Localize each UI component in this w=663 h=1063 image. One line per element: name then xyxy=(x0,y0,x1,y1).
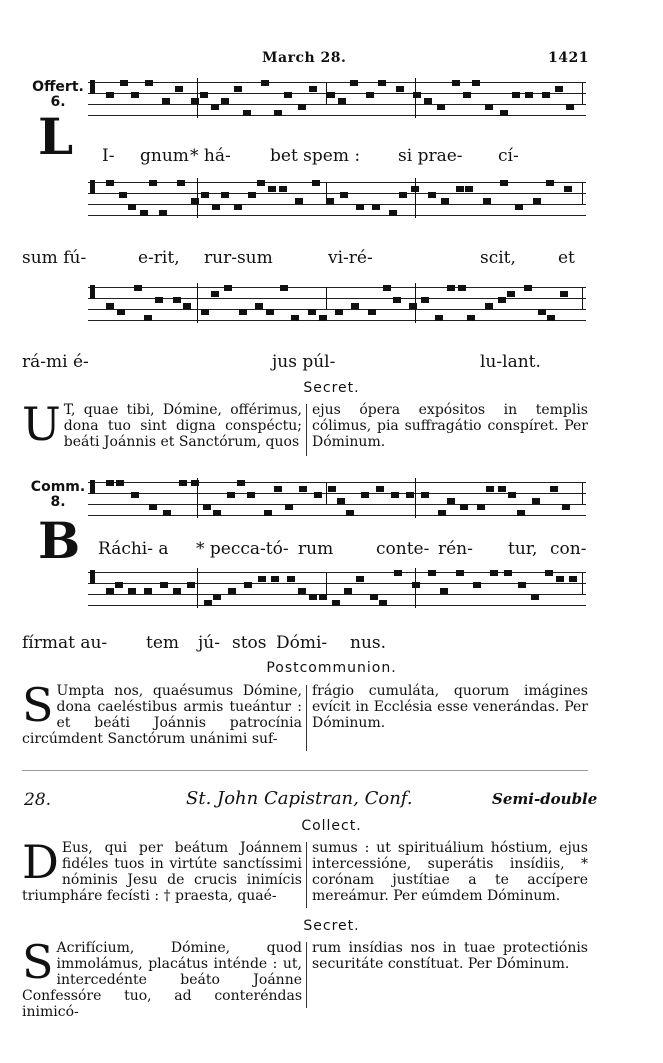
neume xyxy=(106,480,114,486)
neume xyxy=(483,198,491,204)
neume xyxy=(361,492,369,498)
collect-left-column: D Eus, qui per beátum Joánnem fidéles tuos in virtúte sanctíssimi nóminis Jesu de crucis inimícis triumpháre fecísti : † praesta, quaé- xyxy=(22,835,302,904)
bar-line xyxy=(197,478,198,518)
neume xyxy=(255,303,263,309)
neume xyxy=(508,492,516,498)
bar-line xyxy=(415,478,416,518)
secret2-title: Secret. xyxy=(303,918,360,934)
neume xyxy=(201,309,209,315)
staff-line xyxy=(88,182,586,183)
neume xyxy=(340,192,348,198)
neume xyxy=(452,80,460,86)
neume xyxy=(177,180,185,186)
neume xyxy=(221,192,229,198)
bar-line xyxy=(326,82,327,104)
neume xyxy=(163,510,171,516)
feast-name: St. John Capistran, Conf. xyxy=(186,788,413,809)
staff-line xyxy=(88,320,586,321)
bar-line xyxy=(197,178,198,218)
neume xyxy=(160,582,168,588)
feast-rank: Semi-double xyxy=(492,790,598,808)
neume xyxy=(562,504,570,510)
secret2-right-column: rum insídias nos in tuae protectiónis securitáte constítuat. Per Dóminum. xyxy=(312,940,588,972)
postcommunion-initial: S xyxy=(22,678,54,732)
neume xyxy=(438,510,446,516)
neume xyxy=(500,110,508,116)
postcommunion-left-column: S Umpta nos, quaésumus Dómine, dona caeléstibus armis tueántur : et beáti Joánnis patrocínia circúmdent Sanctórum unánimi suf- xyxy=(22,678,302,747)
neume xyxy=(560,291,568,297)
neume xyxy=(309,86,317,92)
neume xyxy=(106,303,114,309)
neume xyxy=(131,492,139,498)
neume xyxy=(298,104,306,110)
running-title: March 28. xyxy=(262,50,347,66)
staff-line xyxy=(88,82,586,83)
neume xyxy=(308,309,316,315)
neume xyxy=(542,92,550,98)
neume xyxy=(545,570,553,576)
neume xyxy=(424,98,432,104)
neume xyxy=(287,576,295,582)
collect-prayer xyxy=(22,835,588,908)
neume xyxy=(173,297,181,303)
neume xyxy=(144,315,152,321)
neume xyxy=(162,98,170,104)
neume xyxy=(547,315,555,321)
offertory-initial: L xyxy=(38,107,74,166)
neume xyxy=(507,291,515,297)
secret-prayer xyxy=(22,397,588,456)
section-divider xyxy=(22,770,588,771)
neume xyxy=(244,582,252,588)
neume xyxy=(524,285,532,291)
secret2-prayer xyxy=(22,935,588,1020)
staff-line xyxy=(88,104,586,105)
neume xyxy=(399,192,407,198)
neume xyxy=(346,510,354,516)
neume xyxy=(106,588,114,594)
neume xyxy=(437,104,445,110)
bar-line xyxy=(326,482,327,504)
neume xyxy=(312,180,320,186)
neume xyxy=(498,297,506,303)
neume xyxy=(525,92,533,98)
neume xyxy=(264,510,272,516)
neume xyxy=(155,297,163,303)
bar-line xyxy=(197,283,198,323)
neume xyxy=(319,594,327,600)
neume xyxy=(532,498,540,504)
staff-line xyxy=(88,504,586,505)
neume xyxy=(383,285,391,291)
neume xyxy=(389,210,397,216)
neume xyxy=(435,315,443,321)
clef-icon xyxy=(90,180,95,194)
neume xyxy=(531,594,539,600)
clef-icon xyxy=(90,480,95,494)
neume xyxy=(332,600,340,606)
staff-line xyxy=(88,482,586,483)
neume xyxy=(117,309,125,315)
neume xyxy=(131,92,139,98)
neume xyxy=(550,486,558,492)
neume xyxy=(538,309,546,315)
neume xyxy=(213,510,221,516)
clef-icon xyxy=(90,285,95,299)
neume xyxy=(116,480,124,486)
neume xyxy=(393,297,401,303)
communion-initial: B xyxy=(38,511,81,570)
neume xyxy=(486,486,494,492)
neume xyxy=(173,588,181,594)
neume xyxy=(447,498,455,504)
offertory-staff-2 xyxy=(88,178,586,220)
clef-icon xyxy=(90,570,95,584)
neume xyxy=(504,570,512,576)
neume xyxy=(211,104,219,110)
bar-line xyxy=(582,287,583,309)
neume xyxy=(309,594,317,600)
collect-initial: D xyxy=(22,835,59,889)
neume xyxy=(145,80,153,86)
staff-line xyxy=(88,193,586,194)
neume xyxy=(356,204,364,210)
neume xyxy=(257,180,265,186)
staff-line xyxy=(88,115,586,116)
communion-label: Comm. 8. xyxy=(30,479,86,510)
neume xyxy=(140,210,148,216)
neume xyxy=(337,498,345,504)
page-number: 1421 xyxy=(548,50,589,66)
neume xyxy=(239,309,247,315)
neume xyxy=(477,504,485,510)
neume xyxy=(319,315,327,321)
neume xyxy=(344,588,352,594)
neume xyxy=(447,285,455,291)
neume xyxy=(328,486,336,492)
neume xyxy=(268,186,276,192)
staff-line xyxy=(88,287,586,288)
secret-left-column: U T, quae tibi, Dómine, offérimus, dona tuo sint digna conspéctu; beáti Joánnis et Sanctórum, quos xyxy=(22,397,302,451)
bar-line xyxy=(582,182,583,204)
neume xyxy=(428,192,436,198)
neume xyxy=(106,180,114,186)
postcommunion-title: Postcommunion. xyxy=(266,660,397,676)
neume xyxy=(396,86,404,92)
neume xyxy=(179,480,187,486)
neume xyxy=(406,492,414,498)
neume xyxy=(237,480,245,486)
neume xyxy=(285,504,293,510)
offertory-staff-3 xyxy=(88,283,586,325)
bar-line xyxy=(326,572,327,594)
neume xyxy=(327,92,335,98)
neume xyxy=(515,204,523,210)
bar-line xyxy=(326,182,327,204)
neume xyxy=(128,588,136,594)
bar-line xyxy=(582,482,583,504)
bar-line xyxy=(326,287,327,309)
neume xyxy=(115,582,123,588)
bar-line xyxy=(415,178,416,218)
neume xyxy=(248,192,256,198)
bar-line xyxy=(197,78,198,118)
neume xyxy=(201,192,209,198)
neume xyxy=(460,504,468,510)
neume xyxy=(159,210,167,216)
neume xyxy=(555,86,563,92)
secret-right-column: ejus ópera expósitos in templis cólimus, pia suffragátio conspíret. Per Dóminum. xyxy=(312,402,588,450)
neume xyxy=(274,110,282,116)
neume xyxy=(247,492,255,498)
neume xyxy=(378,80,386,86)
neume xyxy=(291,315,299,321)
neume xyxy=(106,92,114,98)
clef-icon xyxy=(90,80,95,94)
neume xyxy=(368,309,376,315)
neume xyxy=(335,309,343,315)
offertory-label: Offert. 6. xyxy=(32,79,84,110)
secret-title: Secret. xyxy=(303,380,360,396)
neume xyxy=(372,204,380,210)
neume xyxy=(440,588,448,594)
neume xyxy=(569,576,577,582)
neume xyxy=(224,285,232,291)
neume xyxy=(412,582,420,588)
neume xyxy=(204,600,212,606)
neume xyxy=(467,315,475,321)
collect-title: Collect. xyxy=(301,818,362,834)
neume xyxy=(351,303,359,309)
neume xyxy=(458,285,466,291)
neume xyxy=(203,504,211,510)
neume xyxy=(175,86,183,92)
neume xyxy=(518,582,526,588)
neume xyxy=(295,198,303,204)
neume xyxy=(149,180,157,186)
neume xyxy=(149,504,157,510)
neume xyxy=(228,588,236,594)
neume xyxy=(234,204,242,210)
neume xyxy=(200,92,208,98)
offertory-staff-1 xyxy=(88,78,586,120)
neume xyxy=(463,92,471,98)
neume xyxy=(221,98,229,104)
collect-right-column: sumus : ut spirituálium hóstium, ejus intercessióne, superátis insídiis, * corónam justítiae a te accípere mereámur. Per eúmdem Dóminum. xyxy=(312,840,588,904)
neume xyxy=(183,303,191,309)
secret-initial: U xyxy=(22,397,61,451)
neume xyxy=(356,576,364,582)
bar-line xyxy=(415,78,416,118)
secret2-initial: S xyxy=(22,935,54,989)
neume xyxy=(566,104,574,110)
neume xyxy=(271,576,279,582)
neume xyxy=(473,582,481,588)
neume xyxy=(280,285,288,291)
bar-line xyxy=(582,82,583,104)
neume xyxy=(144,588,152,594)
neume xyxy=(298,588,306,594)
staff-line xyxy=(88,594,586,595)
neume xyxy=(391,492,399,498)
neume xyxy=(456,186,464,192)
bar-line xyxy=(415,568,416,608)
neume xyxy=(234,86,242,92)
neume xyxy=(421,297,429,303)
neume xyxy=(517,510,525,516)
neume xyxy=(266,309,274,315)
neume xyxy=(379,600,387,606)
neume xyxy=(299,486,307,492)
neume xyxy=(274,486,282,492)
neume xyxy=(284,92,292,98)
neume xyxy=(134,285,142,291)
neume xyxy=(421,492,429,498)
neume xyxy=(350,80,358,86)
neume xyxy=(212,204,220,210)
neume xyxy=(500,180,508,186)
neume xyxy=(465,186,473,192)
neume xyxy=(279,186,287,192)
neume xyxy=(128,204,136,210)
neume xyxy=(546,180,554,186)
neume xyxy=(485,303,493,309)
neume xyxy=(564,186,572,192)
neume xyxy=(258,576,266,582)
neume xyxy=(119,192,127,198)
postcommunion-prayer xyxy=(22,678,588,751)
neume xyxy=(314,492,322,498)
neume xyxy=(512,92,520,98)
neume xyxy=(556,576,564,582)
neume xyxy=(243,110,251,116)
neume xyxy=(472,80,480,86)
neume xyxy=(213,594,221,600)
neume xyxy=(211,291,219,297)
neume xyxy=(456,570,464,576)
communion-staff-1 xyxy=(88,478,586,520)
neume xyxy=(187,582,195,588)
feast-date: 28. xyxy=(24,790,52,810)
staff-line xyxy=(88,204,586,205)
neume xyxy=(370,594,378,600)
neume xyxy=(120,80,128,86)
bar-line xyxy=(197,568,198,608)
neume xyxy=(428,570,436,576)
neume xyxy=(366,92,374,98)
neume xyxy=(261,80,269,86)
secret2-left-column: S Acrifícium, Dómine, quod immolámus, placátus inténde : ut, intercedénte beáto Joánne Confessóre tuo, ad conteréndas inimicó- xyxy=(22,935,302,1020)
neume xyxy=(533,198,541,204)
neume xyxy=(227,492,235,498)
neume xyxy=(485,104,493,110)
neume xyxy=(490,570,498,576)
postcommunion-right-column: frágio cumuláta, quorum imágines evícit in Ecclésia esse venerándas. Per Dóminum. xyxy=(312,683,588,731)
neume xyxy=(338,98,346,104)
neume xyxy=(326,198,334,204)
neume xyxy=(441,198,449,204)
bar-line xyxy=(582,572,583,594)
neume xyxy=(394,570,402,576)
neume xyxy=(498,486,506,492)
neume xyxy=(376,486,384,492)
bar-line xyxy=(415,283,416,323)
communion-staff-2 xyxy=(88,568,586,610)
